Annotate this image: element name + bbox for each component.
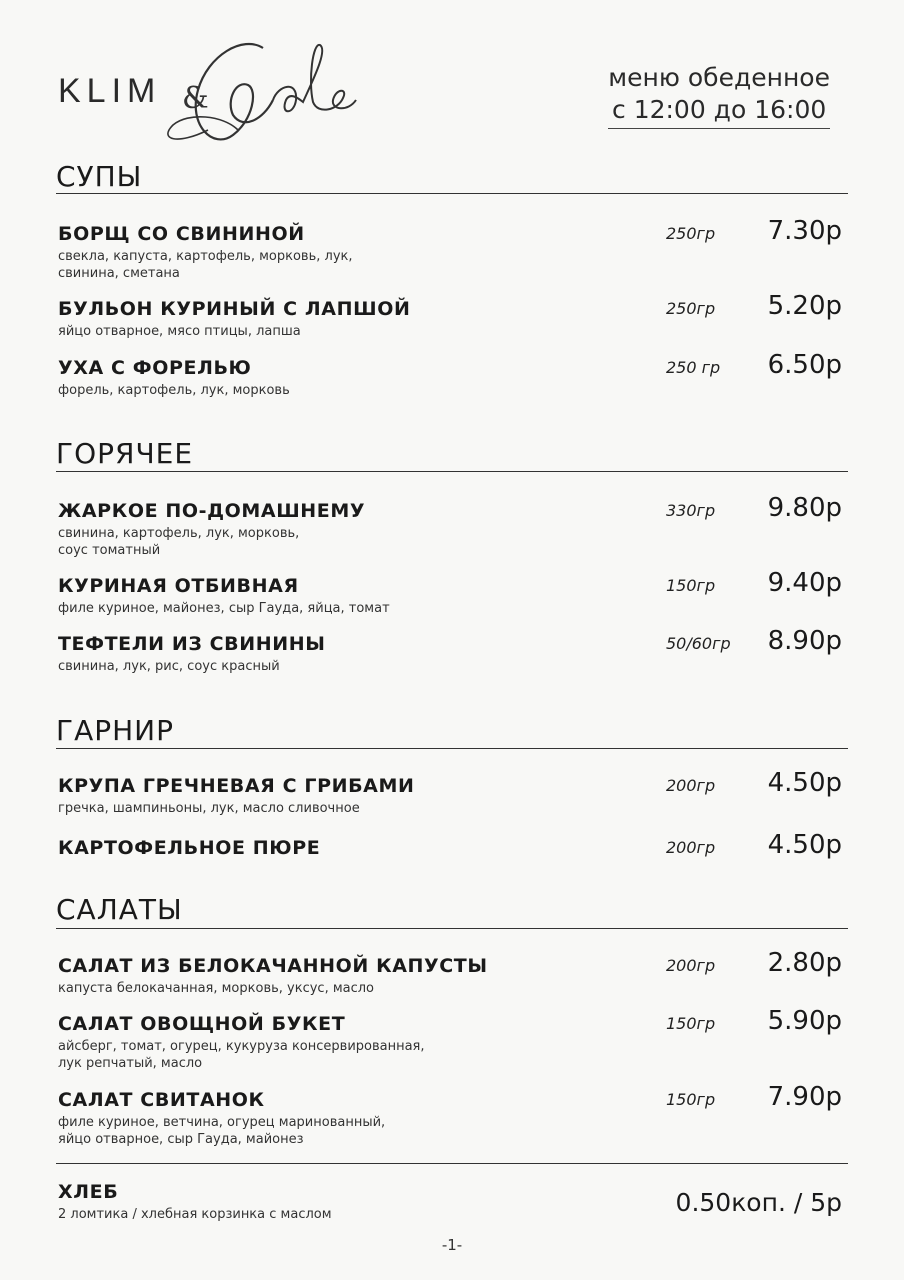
item-price: 7.30р	[767, 216, 842, 246]
item-name: БОРЩ СО СВИНИНОЙ	[58, 223, 305, 245]
menu-item	[58, 1006, 848, 1072]
item-name: УХА С ФОРЕЛЬЮ	[58, 357, 252, 379]
item-price: 7.90р	[767, 1082, 842, 1112]
item-name: САЛАТ СВИТАНОК	[58, 1089, 265, 1111]
item-description: свинина, картофель, лук, морковь, соус томатный	[58, 526, 300, 558]
item-price: 9.40р	[767, 568, 842, 598]
item-price: 5.90р	[767, 1006, 842, 1036]
menu-title: меню обеденное	[608, 63, 830, 92]
item-price: 5.20р	[767, 291, 842, 321]
item-price: 9.80р	[767, 493, 842, 523]
item-description: гречка, шампиньоны, лук, масло сливочное	[58, 801, 360, 816]
item-weight: 150гр	[666, 1090, 716, 1109]
logo-text: KLIM	[58, 72, 162, 110]
item-description: филе куриное, майонез, сыр Гауда, яйца, томат	[58, 601, 390, 616]
section-title-salads: САЛАТЫ	[56, 893, 183, 926]
item-weight: 200гр	[666, 956, 716, 975]
item-description: айсберг, томат, огурец, кукуруза консервированная, лук репчатый, масло	[58, 1039, 425, 1071]
menu-item	[58, 626, 848, 675]
menu-heading	[608, 62, 830, 129]
menu-item	[58, 216, 848, 282]
item-description: свинина, лук, рис, соус красный	[58, 659, 280, 674]
item-price: 2.80р	[767, 948, 842, 978]
item-weight: 330гр	[666, 501, 716, 520]
bread-description: 2 ломтика / хлебная корзинка с маслом	[58, 1207, 332, 1222]
page-number: -1-	[441, 1236, 463, 1254]
item-name: БУЛЬОН КУРИНЫЙ С ЛАПШОЙ	[58, 298, 411, 320]
item-weight: 150гр	[666, 1014, 716, 1033]
menu-item	[58, 291, 848, 340]
section-title-garnish: ГАРНИР	[56, 714, 174, 747]
item-name: КАРТОФЕЛЬНОЕ ПЮРЕ	[58, 837, 321, 859]
bread-price: 0.50коп. / 5р	[675, 1188, 842, 1217]
item-description: капуста белокачанная, морковь, уксус, масло	[58, 981, 375, 996]
item-price: 8.90р	[767, 626, 842, 656]
menu-item	[58, 1082, 848, 1148]
menu-hours: с 12:00 до 16:00	[608, 94, 830, 129]
item-price: 6.50р	[767, 350, 842, 380]
item-weight: 250 гр	[666, 358, 721, 377]
menu-item	[58, 830, 848, 860]
bread-name: ХЛЕБ	[58, 1181, 119, 1203]
section-divider	[56, 928, 848, 929]
section-title-soups: СУПЫ	[56, 160, 143, 193]
item-weight: 250гр	[666, 224, 716, 243]
item-weight: 250гр	[666, 299, 716, 318]
bread-item	[58, 1180, 848, 1223]
item-description: форель, картофель, лук, морковь	[58, 383, 290, 398]
item-name: ЖАРКОЕ ПО-ДОМАШНЕМУ	[58, 500, 366, 522]
section-divider	[56, 748, 848, 749]
item-description: свекла, капуста, картофель, морковь, лук, свинина, сметана	[58, 249, 353, 281]
logo-script-graphic	[58, 30, 378, 170]
item-weight: 150гр	[666, 576, 716, 595]
item-price: 4.50р	[767, 830, 842, 860]
item-name: КРУПА ГРЕЧНЕВАЯ С ГРИБАМИ	[58, 775, 415, 797]
item-weight: 200гр	[666, 838, 716, 857]
item-name: ТЕФТЕЛИ ИЗ СВИНИНЫ	[58, 633, 326, 655]
menu-item	[58, 493, 848, 559]
item-name: КУРИНАЯ ОТБИВНАЯ	[58, 575, 299, 597]
svg-text:&: &	[182, 81, 209, 116]
menu-item	[58, 768, 848, 817]
item-name: САЛАТ ОВОЩНОЙ БУКЕТ	[58, 1013, 346, 1035]
menu-item	[58, 568, 848, 617]
section-divider	[56, 471, 848, 472]
menu-item	[58, 350, 848, 399]
item-weight: 200гр	[666, 776, 716, 795]
item-name: САЛАТ ИЗ БЕЛОКАЧАННОЙ КАПУСТЫ	[58, 955, 488, 977]
section-divider	[56, 193, 848, 194]
restaurant-logo	[58, 30, 378, 170]
item-price: 4.50р	[767, 768, 842, 798]
bread-divider	[56, 1163, 848, 1164]
menu-item	[58, 948, 848, 997]
item-description: филе куриное, ветчина, огурец маринованный, яйцо отварное, сыр Гауда, майонез	[58, 1115, 386, 1147]
section-title-hot: ГОРЯЧЕЕ	[56, 437, 194, 470]
item-description: яйцо отварное, мясо птицы, лапша	[58, 324, 301, 339]
item-weight: 50/60гр	[666, 634, 731, 653]
